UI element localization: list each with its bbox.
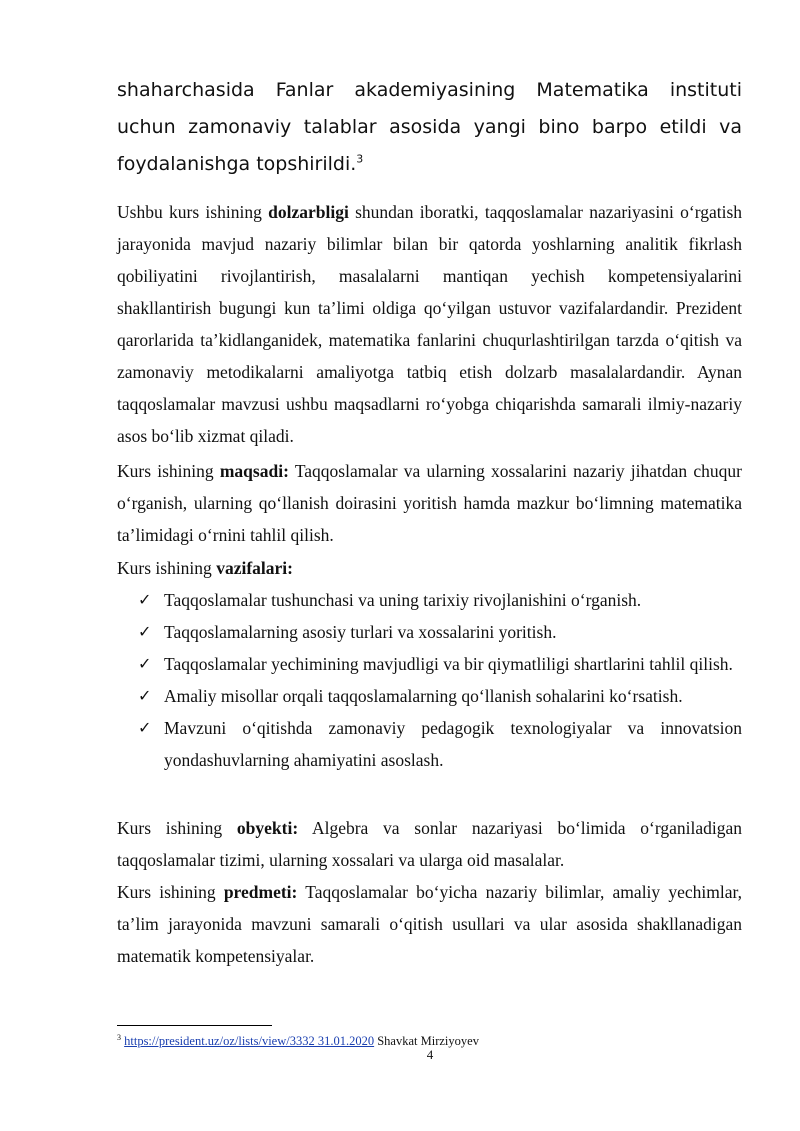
goal-paragraph (117, 455, 742, 551)
footnote-author: Shavkat Mirziyoyev (377, 1034, 479, 1049)
list-item (138, 648, 742, 680)
list-item (138, 616, 742, 648)
footnote-ref[interactable]: 3 (356, 152, 364, 166)
tasks-lead: Kurs ishining (117, 558, 212, 578)
task-text: Taqqoslamalar tushunchasi va uning tarixiy rivojlanishini oʻrganish. (164, 590, 642, 610)
list-item (138, 712, 742, 776)
object-text: Algebra va sonlar nazariyasi boʻlimida oʻrganiladigan taqqoslamalar tizimi, ularning xossalari va ularga oid masalalar. (117, 818, 742, 870)
relevance-paragraph (117, 196, 742, 452)
relevance-lead: Ushbu kurs ishining (117, 202, 262, 222)
subject-lead: Kurs ishining (117, 882, 216, 902)
object-term: obyekti: (236, 818, 299, 838)
list-item (138, 680, 742, 712)
object-lead: Kurs ishining (117, 818, 223, 838)
tasks-term: vazifalari: (216, 558, 293, 578)
goal-term: maqsadi: (219, 461, 289, 481)
page-number: 4 (426, 1047, 434, 1062)
goal-text: Taqqoslamalar va ularning xossalarini nazariy jihatdan chuqur oʻrganish, ularning qoʻllanish doirasini yoritish hamda mazkur boʻlimning matematika ta’limidagi oʻrnini tahlil qilish. (117, 461, 742, 545)
check-icon: ✓ (138, 590, 152, 609)
tasks-heading (117, 552, 742, 584)
task-text: Mavzuni oʻqitishda zamonaviy pedagogik texnologiyalar va innovatsion yondashuvlarning ahamiyatini asoslash. (164, 718, 742, 770)
check-icon: ✓ (138, 718, 152, 737)
check-icon: ✓ (138, 686, 152, 705)
intro-text: shaharchasida Fanlar akademiyasining Matematika instituti uchun zamonaviy talablar asosida yangi bino barpo etildi va foydalanishga topshirildi. (117, 79, 742, 175)
tasks-list (138, 584, 742, 776)
subject-term: predmeti: (223, 882, 298, 902)
footnote-divider (117, 1025, 272, 1026)
task-text: Taqqoslamalarning asosiy turlari va xossalarini yoritish. (164, 622, 557, 642)
list-item (138, 584, 742, 616)
intro-paragraph (117, 72, 742, 183)
object-paragraph (117, 812, 742, 876)
subject-text: Taqqoslamalar boʻyicha nazariy bilimlar, amaliy yechimlar, ta’lim jarayonida mavzuni samarali oʻqitish usullari va ular asosida shakllanadigan matematik kompetensiyalar. (117, 882, 742, 966)
goal-lead: Kurs ishining (117, 461, 214, 481)
subject-paragraph (117, 876, 742, 972)
check-icon: ✓ (138, 654, 152, 673)
relevance-text: shundan iboratki, taqqoslamalar nazariyasini oʻrgatish jarayonida mavjud nazariy bilimlar bilan bir qatorda yoshlarning analitik fikrlash qobiliyatini rivojlantirish, masalalarni mantiqan yechish kompetensiyalarini shakllantirish bugungi kun ta’limi oldiga qoʻyilgan ustuvor vazifalardandir. Prezident qarorlarida ta’kidlanganidek, matematika fanlarini chuqurlashtirilgan tarzda oʻqitish va zamonaviy metodikalarni amaliyotga tatbiq etish dolzarb masalalardandir. Aynan taqqoslamalar mavzusi ushbu maqsadlarni roʻyobga chiqarishda samarali ilmiy-nazariy asos boʻlib xizmat qiladi. (117, 202, 743, 446)
task-text: Taqqoslamalar yechimining mavjudligi va bir qiymatliligi shartlarini tahlil qilish. (164, 654, 733, 674)
footnote-link[interactable]: https://president.uz/oz/lists/view/3332 31.01.2020 (124, 1034, 375, 1049)
footnote-number: 3 (117, 1033, 121, 1042)
task-text: Amaliy misollar orqali taqqoslamalarning qoʻllanish sohalarini koʻrsatish. (164, 686, 683, 706)
check-icon: ✓ (138, 622, 152, 641)
relevance-term: dolzarbligi (268, 202, 349, 222)
